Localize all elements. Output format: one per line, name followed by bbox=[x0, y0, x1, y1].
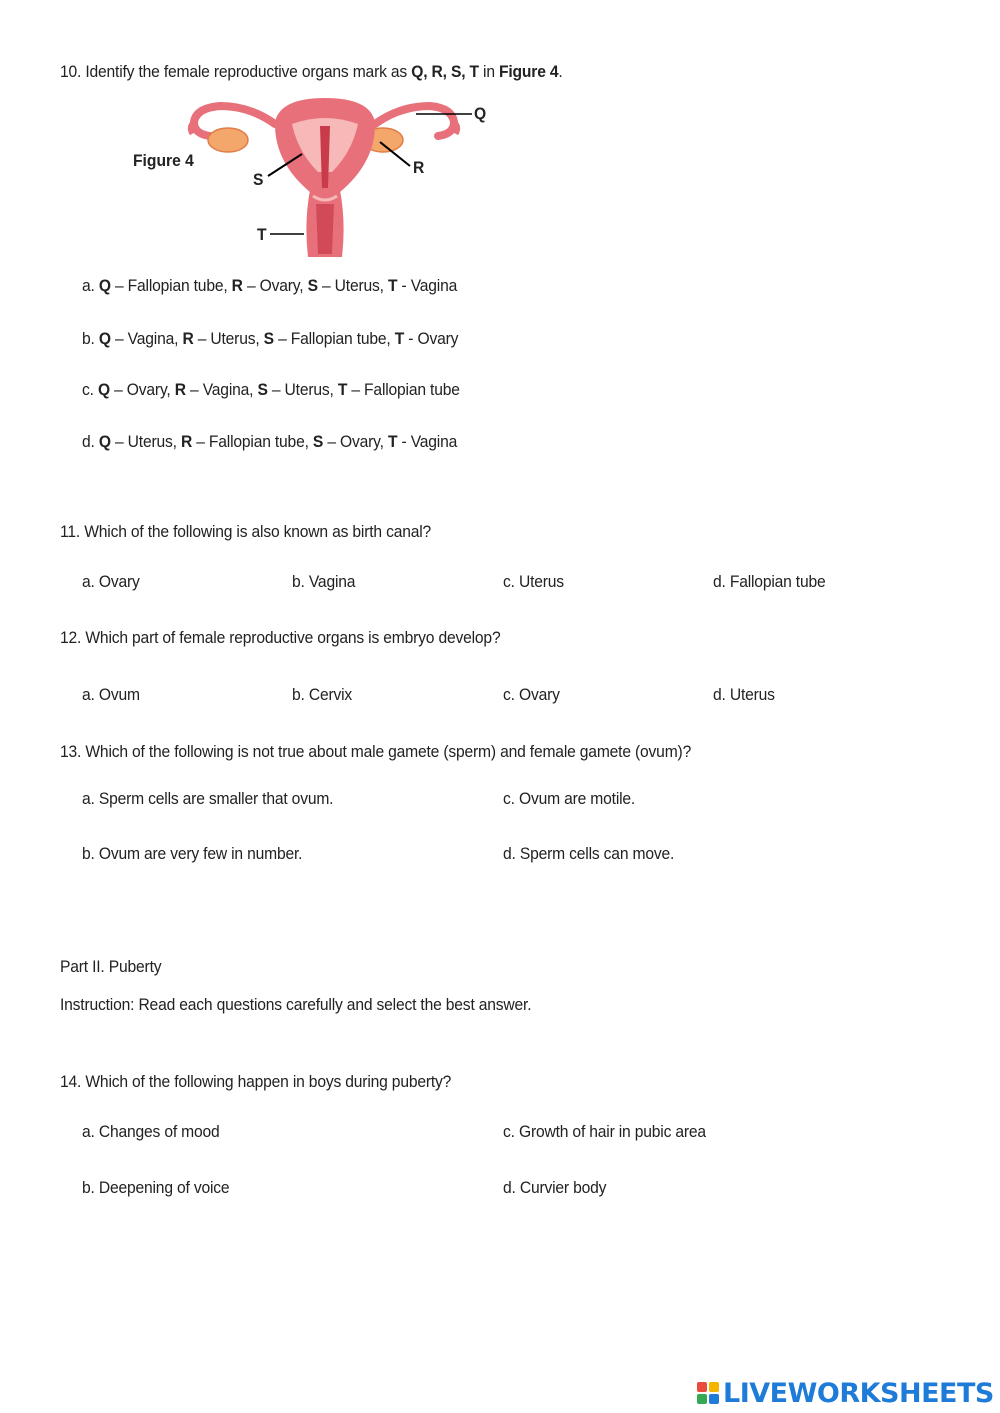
q10-option-b[interactable]: b. Q – Vagina, R – Uterus, S – Fallopian tube, T - Ovary bbox=[82, 329, 459, 348]
q11-prompt: 11. Which of the following is also known as birth canal? bbox=[60, 522, 432, 541]
label-t: T bbox=[257, 225, 267, 244]
figure-caption: Figure 4 bbox=[133, 151, 194, 170]
q12-option-d[interactable]: d. Uterus bbox=[713, 685, 775, 704]
q13-option-c[interactable]: c. Ovum are motile. bbox=[503, 789, 636, 808]
q12-prompt: 12. Which part of female reproductive organs is embryo develop? bbox=[60, 628, 501, 647]
reproductive-organs-figure bbox=[180, 92, 510, 262]
q14-option-a[interactable]: a. Changes of mood bbox=[82, 1122, 220, 1141]
q14-option-c[interactable]: c. Growth of hair in pubic area bbox=[503, 1122, 706, 1141]
q11-option-d[interactable]: d. Fallopian tube bbox=[713, 572, 826, 591]
q10-option-d[interactable]: d. Q – Uterus, R – Fallopian tube, S – Ovary, T - Vagina bbox=[82, 432, 458, 451]
ovary-left bbox=[208, 128, 248, 152]
q14-prompt: 14. Which of the following happen in boys during puberty? bbox=[60, 1072, 452, 1091]
q10-option-a[interactable]: a. Q – Fallopian tube, R – Ovary, S – Uterus, T - Vagina bbox=[82, 276, 458, 295]
section-instruction: Instruction: Read each questions carefully and select the best answer. bbox=[60, 995, 532, 1014]
q12-option-b[interactable]: b. Cervix bbox=[292, 685, 353, 704]
q10-option-c[interactable]: c. Q – Ovary, R – Vagina, S – Uterus, T – Fallopian tube bbox=[82, 380, 460, 399]
q12-option-a[interactable]: a. Ovum bbox=[82, 685, 140, 704]
brand-footer bbox=[697, 1376, 994, 1410]
q13-option-a[interactable]: a. Sperm cells are smaller that ovum. bbox=[82, 789, 334, 808]
q11-option-c[interactable]: c. Uterus bbox=[503, 572, 564, 591]
q13-option-b[interactable]: b. Ovum are very few in number. bbox=[82, 844, 303, 863]
brand-logo-icon bbox=[697, 1382, 719, 1404]
q11-option-b[interactable]: b. Vagina bbox=[292, 572, 356, 591]
q12-option-c[interactable]: c. Ovary bbox=[503, 685, 560, 704]
q11-option-a[interactable]: a. Ovary bbox=[82, 572, 140, 591]
section-heading: Part II. Puberty bbox=[60, 957, 162, 976]
q13-prompt: 13. Which of the following is not true about male gamete (sperm) and female gamete (ovum)? bbox=[60, 742, 692, 761]
q14-option-b[interactable]: b. Deepening of voice bbox=[82, 1178, 230, 1197]
label-q: Q bbox=[474, 104, 487, 123]
label-s: S bbox=[253, 170, 264, 189]
q13-option-d[interactable]: d. Sperm cells can move. bbox=[503, 844, 675, 863]
label-r: R bbox=[413, 158, 425, 177]
brand-name: LIVEWORKSHEETS bbox=[723, 1377, 994, 1409]
q14-option-d[interactable]: d. Curvier body bbox=[503, 1178, 607, 1197]
q10-prompt: 10. Identify the female reproductive organs mark as Q, R, S, T in Figure 4. bbox=[60, 62, 563, 81]
